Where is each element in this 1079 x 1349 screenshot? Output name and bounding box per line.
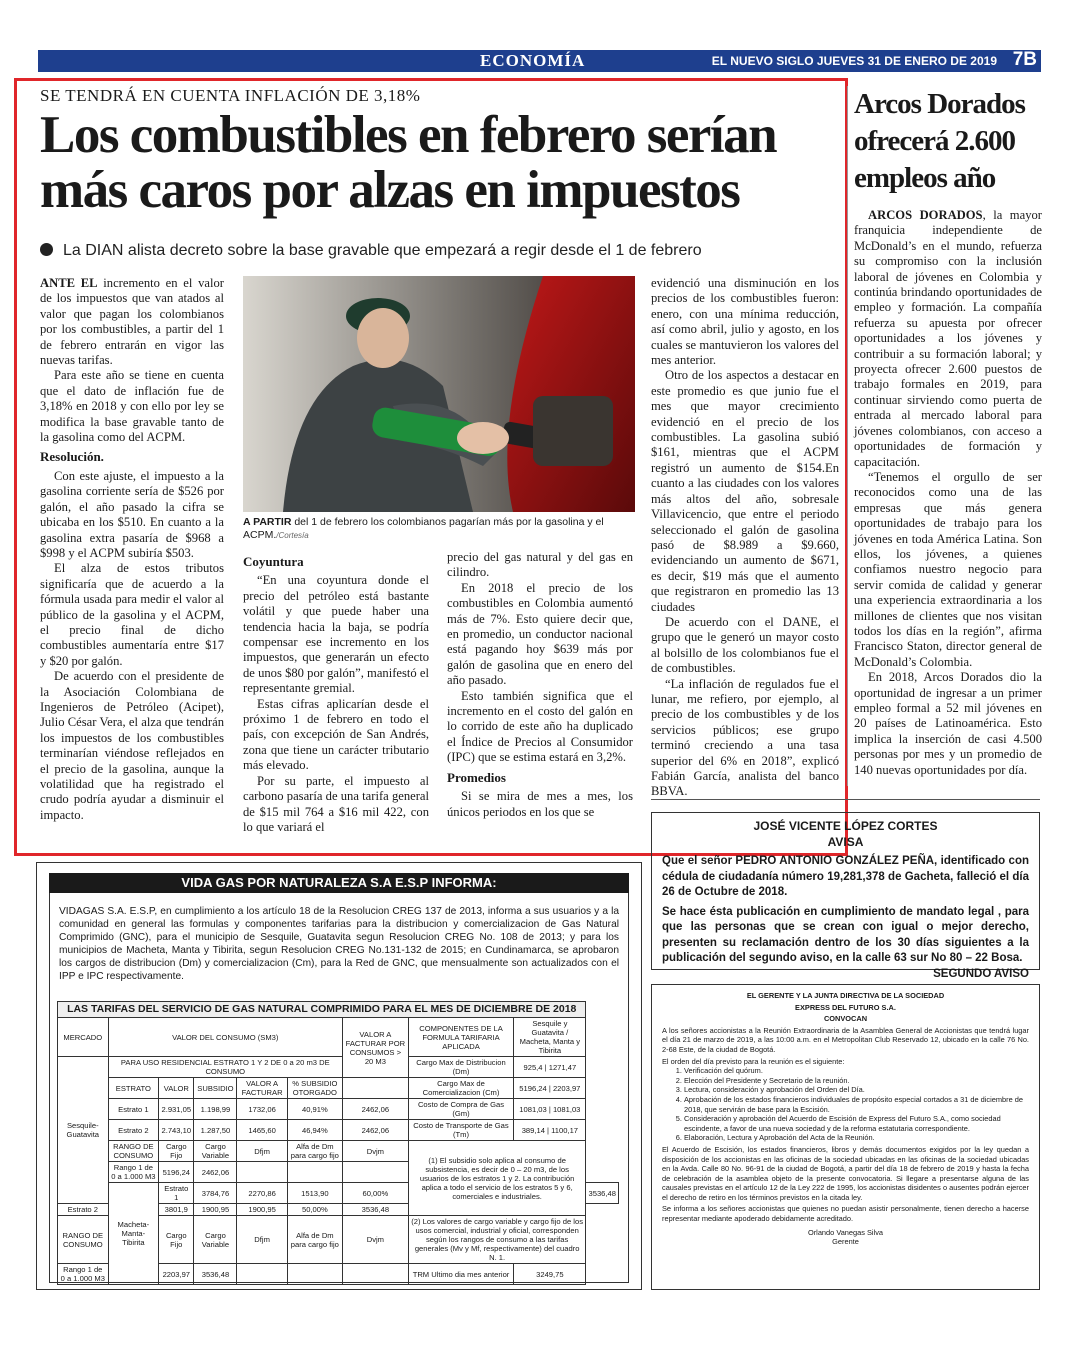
article-column-3 <box>447 550 633 846</box>
table-header: Cargo Variable <box>194 1216 237 1264</box>
table-header: Cargo Fijo <box>159 1216 194 1264</box>
cell: 60,00% <box>342 1183 408 1204</box>
section-header-bar <box>38 50 1041 72</box>
cell: 2462,06 <box>342 1099 408 1120</box>
paragraph: “En una coyuntura donde el precio del petróleo está bastante volátil y que puede haber una tendencia hacia la baja, se podría compensar ese incremento en los impuestos, que generarán un efecto de unos $80 por galón”, manifestó el representante gremial. <box>243 573 429 696</box>
table-cell: 5196,24 | 2203,97 <box>514 1078 586 1099</box>
cell: 1732,06 <box>237 1099 287 1120</box>
table-header: SUBSIDIO <box>194 1078 237 1099</box>
table-header: Dfjm <box>237 1216 287 1264</box>
paragraph: El alza de estos tributos significaría que de acuerdo a la fórmula usada para medir el valor al público de la gasolina y el ACPM, el precio final de dicho combustibles aumentaría entre $17 y $20 por galón. <box>40 561 224 668</box>
list-item: 1. Verificación del quórum. <box>684 1066 1029 1076</box>
cell: 3536,48 <box>342 1204 408 1216</box>
value: 5196,24 <box>519 1083 547 1093</box>
cell: 40,91% <box>287 1099 342 1120</box>
paragraph: , la mayor franquicia independiente de McDonald’s en el mundo, refuerza su compromiso con la inclusión laboral de jóvenes en Colombia y continúa brindando oportunidades de empleo y formación. La compañía refuerza su apuesta por ofrecer oportunidades a los jóvenes y contribuir a su formación laboral; y proyecta ofrecer 2.600 puestos de trabajo formales en 2019, para continuar sirviendo como puerta de entrada al mercado laboral para jóvenes colombianos, con acceso a oportunidades de formación y capacitación. <box>854 208 1042 469</box>
article-subhead <box>40 242 702 260</box>
section-name: ECONOMÍA <box>480 51 586 70</box>
value: 2203,97 <box>552 1083 581 1093</box>
photo-caption <box>243 516 635 542</box>
table-note: (1) El subsidio solo aplica al consumo de subsistencia, es decir de 0 – 20 m3, de los usuarios de los estratos 1 y 2. La contribución aplica a todo el servicio de los estratos 5 y 6, comerciales e industriales. <box>408 1141 586 1216</box>
table-cell: 389,14 | 1100,17 <box>514 1120 586 1141</box>
value: 1100,17 <box>551 1125 579 1135</box>
cell: 5196,24 <box>159 1162 194 1183</box>
list-item: 5. Consideración y aprobación del Acuerdo de Escisión de Express del Futuro S.A., como sociedad escindente, a favor de una nueva sociedad y de la reforma estatutaria correspondiente. <box>684 1114 1029 1133</box>
header-sg: Sesquile y Guatavita <box>531 1019 568 1037</box>
table-header: RANGO DE CONSUMO <box>58 1216 109 1264</box>
side-article-body <box>854 208 1042 788</box>
notice-text: Se hace ésta publicación en cumplimiento de mandato legal , para que las personas que se crean con igual o mejor derecho, presenten su reclamación dentro de los 30 días siguientes a la publicación del segundo aviso, en la calle 63 sur No 80 – 22 Bosa. <box>662 905 1029 964</box>
table-header: VALOR A FACTURAR POR CONSUMOS > 20 M3 <box>342 1018 408 1078</box>
header-mmt: Macheta, Manta y Tibirita <box>519 1037 581 1055</box>
table-header: RANGO DE CONSUMO <box>108 1141 159 1162</box>
table-header: Dfjm <box>237 1141 287 1162</box>
paragraph: Que el señor PEDRO ANTONIO GONZÁLEZ PEÑA, identificado con cédula de ciudadanía número 19,281,378 de Gacheta, falleció el día 26 de Octubre de 2018. <box>662 855 1029 898</box>
table-header: VALOR <box>159 1078 194 1099</box>
gas-station-photo <box>243 276 635 512</box>
article-kicker: SE TENDRÁ EN CUENTA INFLACIÓN DE 3,18% <box>40 86 421 105</box>
table-cell: 1081,03 | 1081,03 <box>514 1099 586 1120</box>
trm-value: 3249,75 <box>514 1264 586 1285</box>
subheading: Promedios <box>447 769 506 785</box>
cell: 3536,48 <box>586 1183 619 1204</box>
notice-text: VIDAGAS S.A. E.S.P, en cumplimiento a los artículo 18 de la Resolucion CREG 137 de 2013, informa a sus usuarios y a la comunidad en general las formulas y componentes tarifarias para la distribucion y comercializacion de Gas Natural Comprimido (GNC), para el municipio de Sesquile, Guatavita segun Resolucion CREG No. 108 de 2013; y para los municipios de Macheta, Manta y Tibirita, segun Resolucion CREG No.131-132 de 2015; en Cundinamarca, se aprobaron los cargos de distribucion (Dm) y comercializacion (Cm), para la Red de GNC, que mensualmente son actualizados con el IPP e IPC respectivamente. <box>59 906 619 982</box>
notice-title: AVISA <box>827 834 864 849</box>
paragraph: Se informa a los señores accionistas que quienes no puedan asistir personalmente, tienen derecho a hacerse representar mediante apoderado debidamente acreditado. <box>662 1204 1029 1224</box>
table-header: Cargo Fijo <box>159 1141 194 1162</box>
paragraph: precio del gas natural y del gas en cilindro. <box>447 550 633 580</box>
cell: 46,94% <box>287 1120 342 1141</box>
photo-credit: /Cortesía <box>276 531 309 540</box>
cell: 3801,9 <box>159 1204 194 1216</box>
cell: 1513,90 <box>287 1183 342 1204</box>
page-number: 7B <box>1012 49 1037 70</box>
notice-tag: SEGUNDO AVISO <box>933 967 1029 980</box>
publication-date: EL NUEVO SIGLO JUEVES 31 DE ENERO DE 2019 <box>711 54 997 68</box>
list-item: 6. Elaboración, Lectura y Aprobación del Acta de la Reunión. <box>684 1133 1029 1143</box>
paragraph: “La inflación de regulados fue el lunar, me refiero, por ejemplo, al precio de los combustibles y de los servicios públicos; ese grupo terminó creciendo a una tasa superior del 6% en 2018”, explicó Fabián García, analista del banco BBVA. <box>651 676 839 799</box>
bullet-icon <box>40 243 53 256</box>
cell <box>237 1162 287 1183</box>
table-cell <box>342 1078 408 1099</box>
table-cell: 925,4 | 1271,47 <box>514 1057 586 1078</box>
market-cell: Sesquile-Guatavita <box>58 1057 109 1204</box>
list-item: 2. Elección del Presidente y Secretario de la reunión. <box>684 1076 1029 1086</box>
subhead-text: La DIAN alista decreto sobre la base gravable que empezará a regir desde el 1 de febrero <box>63 242 702 259</box>
table-cell: Costo de Transporte de Gas (Tm) <box>408 1120 513 1141</box>
table-header: ESTRATO <box>108 1078 159 1099</box>
caption-text: del 1 de febrero los colombianos pagarían más por la gasolina y el ACPM. <box>243 516 604 541</box>
cell: 2270,86 <box>237 1183 287 1204</box>
cell: 3536,48 <box>194 1264 237 1285</box>
article-column-4 <box>651 276 839 799</box>
value: 389,14 <box>521 1125 545 1135</box>
notice-title: CONVOCAN <box>823 1014 868 1024</box>
table-header: COMPONENTES DE LA FORMULA TARIFARIA APLICADA <box>408 1018 513 1057</box>
signature-name: Orlando Vanegas Silva <box>807 1227 884 1237</box>
table-header: Sesquile y Guatavita / Macheta, Manta y Tibirita <box>514 1018 586 1057</box>
paragraph: Con este ajuste, el impuesto a la gasolina corriente sería de $526 por galón, el año pasado la cifra se ubicaba en los $510. En cuanto a la gasolina extra pasaría de $968 a $998 y el ACPM subiría $503. <box>40 468 224 560</box>
paragraph: Esto también significa que el incremento en el costo del galón en lo corrido de este año ha duplicado el Índice de Precios al Consumidor (IPC) que se estima estará en 3,2%. <box>447 688 633 765</box>
table-cell: Cargo Max de Comercializacion (Cm) <box>408 1078 513 1099</box>
value: 1081,03 <box>519 1104 547 1114</box>
cell: 2462,06 <box>342 1120 408 1141</box>
lead-words: ANTE EL <box>40 276 98 290</box>
article-headline: Los combustibles en febrero serían más caros por alzas en impuestos <box>40 106 777 219</box>
paragraph: De acuerdo con el presidente de la Asociación Colombiana de Ingenieros de Petróleo (Acipet), Julio César Vera, el alza que tendrán los impuestos de los combustibles terminarían viéndose reflejados en el precio de la gasolina, aunque la volatilidad que ha registrado el crudo podría ayudar a disminuir el impacto. <box>40 669 224 822</box>
cell: 1465,60 <box>237 1120 287 1141</box>
paragraph: evidenció una disminución en los precios de los combustibles fueron: enero, con una mínima reducción, así como abril, julio y agosto, en los cuales se mantuvieron los valores del mes anterior. <box>651 276 839 368</box>
paragraph: En 2018 el precio de los combustibles en Colombia aumentó más de 7%. Esto quiere decir que, en promedio, un conductor nacional está pagando hoy $639 más por galón de gasolina que en enero del año pasado. <box>447 580 633 688</box>
cell: Estrato 2 <box>58 1204 109 1216</box>
column-divider <box>847 86 848 786</box>
value: 1271,47 <box>548 1062 577 1072</box>
cell: Estrato 1 <box>108 1099 159 1120</box>
cell: 1.287,50 <box>194 1120 237 1141</box>
table-row <box>58 1120 619 1141</box>
company-name: EXPRESS DEL FUTURO S.A. <box>795 1002 896 1012</box>
table-header: VALOR A FACTURAR <box>237 1078 287 1099</box>
cell <box>342 1162 408 1183</box>
list-item: 4. Aprobación de los estados financieros individuales de propósito especial cortados a 31 de diciembre de 2018, que servirán de base para la Escisión. <box>684 1095 1029 1114</box>
cell: 2462,06 <box>194 1162 237 1183</box>
paragraph: incremento en el valor de los impuestos que van atados al valor que pagan los colombianos por los combustibles, a partir del 1 de febrero entrarán en vigor las nuevas tarifas. <box>40 276 224 368</box>
market-cell: Macheta-Manta-Tibirita <box>108 1183 159 1285</box>
cell: 2203,97 <box>159 1264 194 1285</box>
paragraph: En 2018, Arcos Dorados dio la oportunidad de ingresar a un primer empleo formal a 52 mil jóvenes en 20 países de Latinoamérica. Esto implica la inserción de casi 4.500 personas por mes y un promedio de 140 nuevas oportunidades por día. <box>854 670 1042 777</box>
paragraph: El orden del día previsto para la reunión es el siguiente: <box>662 1056 845 1066</box>
cell: 1900,95 <box>237 1204 287 1216</box>
notice-name: JOSÉ VICENTE LÓPEZ CORTES <box>753 819 938 833</box>
paragraph <box>662 905 1029 980</box>
cell: 1.198,99 <box>194 1099 237 1120</box>
paragraph: “Tenemos el orgullo de ser reconocidos como una de las empresas que más genera oportunidades de trabajo para los jóvenes en toda América Latina. Son ellos, los jóvenes, a quienes confiamos nuestro negocio para servir comida de calidad y generar una experiencia extraordinaria a los millones de clientes que nos visitan todos los días en la región”, afirma Francisco Staton, director general de McDonald’s Colombia. <box>854 469 1042 669</box>
cell: Estrato 1 <box>159 1183 194 1204</box>
shareholders-convocation <box>651 984 1040 1290</box>
paragraph: Por su parte, el impuesto al carbono pasaría de una tarifa general de $15 mil 764 a $16 mil 422, con lo que variará el <box>243 773 429 834</box>
cell: 2.743,10 <box>159 1120 194 1141</box>
list-item: 3. Lectura, consideración y aprobación del Orden del Día. <box>684 1085 1029 1095</box>
table-header: Alfa de Dm para cargo fijo <box>287 1141 342 1162</box>
paragraph: A los señores accionistas a la Reunión Extraordinaria de la Asamblea General de Accionistas que tendrá lugar el día 21 de marzo de 2019, a las 10:00 a.m. en el Metropolitan Club Reservado 12, ubicado en la calle 76 No. 2-68 Este, de la ciudad de Bogotá. <box>662 1025 1029 1054</box>
cell <box>287 1162 342 1183</box>
divider <box>651 799 1040 800</box>
subheading: Resolución. <box>40 449 104 465</box>
table-note: (2) Los valores de cargo variable y cargo fijo de los usos comercial, industrial y oficial, corresponden según los rangos de consumo a las tarifas generales (Mv y Mf, respectivamente) del cuadro N. 1. <box>408 1216 586 1264</box>
table-header: Dvjm <box>342 1216 408 1264</box>
paragraph: De acuerdo con el DANE, el grupo que le generó un mayor costo al bolsillo de los colombianos fue el de combustibles. <box>651 614 839 676</box>
cell: 2.931,05 <box>159 1099 194 1120</box>
side-article-headline: Arcos Dorados ofrecerá 2.600 empleos año <box>854 88 1025 194</box>
table-header: Cargo Variable <box>194 1141 237 1162</box>
paragraph: Para este año se tiene en cuenta que el dato de inflación fue de 3,18% en 2018 y con ello por ley se modifica la base gravable tanto de la gasolina como del ACPM. <box>40 368 224 445</box>
cell: Rango 1 de 0 a 1.000 M3 <box>108 1162 159 1183</box>
paragraph: El Acuerdo de Escisión, los estados financieros, libros y demás documentos exigidos por la ley quedan a disposición de los accionistas en las oficinas de la sociedad ubicadas en las oficinas de la sociedad ubicadas en la Avda. Calle 80 No. 96-91 de la ciudad de Bogotá, a partir del día 18 de febrero de 2019 y hasta la fecha de celebración de la asamblea objeto de la presente convocatoria. Si llegare a presentarse alguna de las causales previstas en el artículo 12 de la Ley 222 de 1995, los accionistas disidentes o ausentes podrán ejercer el derecho de retiro en los términos previstos en la citada ley. <box>662 1144 1029 1202</box>
notice-title: VIDA GAS POR NATURALEZA S.A E.S.P INFORMA: <box>49 873 629 893</box>
article-column-2 <box>243 550 429 846</box>
notice-heading: EL GERENTE Y LA JUNTA DIRECTIVA DE LA SOCIEDAD <box>746 991 945 1000</box>
table-header: % SUBSIDIO OTORGADO <box>287 1078 342 1099</box>
cell <box>237 1264 287 1285</box>
caption-lead: A PARTIR <box>243 516 292 528</box>
table-header: Dvjm <box>342 1141 408 1162</box>
table-row <box>58 1099 619 1120</box>
table-header: VALOR DEL CONSUMO (SM3) <box>108 1018 342 1057</box>
value: 925,4 <box>523 1062 543 1072</box>
table-cell: Cargo Max de Distribucion (Dm) <box>408 1057 513 1078</box>
tariff-table <box>57 1001 619 1285</box>
table-cell: Costo de Compra de Gas (Gm) <box>408 1099 513 1120</box>
article-photo <box>243 276 635 512</box>
agenda-list <box>684 1066 1029 1143</box>
cell <box>342 1264 408 1285</box>
table-header: MERCADO <box>58 1018 109 1057</box>
paragraph: Si se mira de mes a mes, los únicos periodos en los que se <box>447 789 633 819</box>
paragraph: Estas cifras aplicarían desde el próximo 1 de febrero en todo el país, con excepción de San Andrés, zona que tiene un carácter tributario más elevado. <box>243 696 429 773</box>
cell: Estrato 2 <box>108 1120 159 1141</box>
table-header: PARA USO RESIDENCIAL ESTRATO 1 Y 2 DE 0 a 20 m3 DE CONSUMO <box>108 1057 342 1078</box>
legal-notice-aviso <box>651 812 1040 980</box>
signature-title: Gerente <box>832 1237 859 1247</box>
trm-label: TRM Ultimo dia mes anterior <box>408 1264 513 1285</box>
cell <box>287 1264 342 1285</box>
cell: 1900,95 <box>194 1204 237 1216</box>
value: 1081,03 <box>552 1104 581 1114</box>
table-header: Alfa de Dm para cargo fijo <box>287 1216 342 1264</box>
cell: 50,00% <box>287 1204 342 1216</box>
cell: 3784,76 <box>194 1183 237 1204</box>
cell: Rango 1 de 0 a 1.000 M3 <box>58 1264 109 1285</box>
paragraph: Otro de los aspectos a destacar en este promedio es que junio fue el mes que mayor crecimiento evidenció en el precio de los combustibles. La gasolina subió $161, mientras que el ACPM registró un aumento de $154.En cuanto a las ciudades con los valores más altos del año, sobresale Villavicencio, que entre el periodo seleccionado el galón de gasolina pasó de $8.989 a $9.660, evidenciando un aumento de $671, es decir, $19 más que el aumento que registraron en promedio las 13 ciudades <box>651 368 839 614</box>
table-title: LAS TARIFAS DEL SERVICIO DE GAS NATURAL COMPRIMIDO PARA EL MES DE DICIEMBRE DE 2018 <box>58 1002 586 1018</box>
subheading: Coyuntura <box>243 554 304 569</box>
lead-words: ARCOS DORADOS <box>868 208 983 222</box>
article-column-1 <box>40 276 224 846</box>
